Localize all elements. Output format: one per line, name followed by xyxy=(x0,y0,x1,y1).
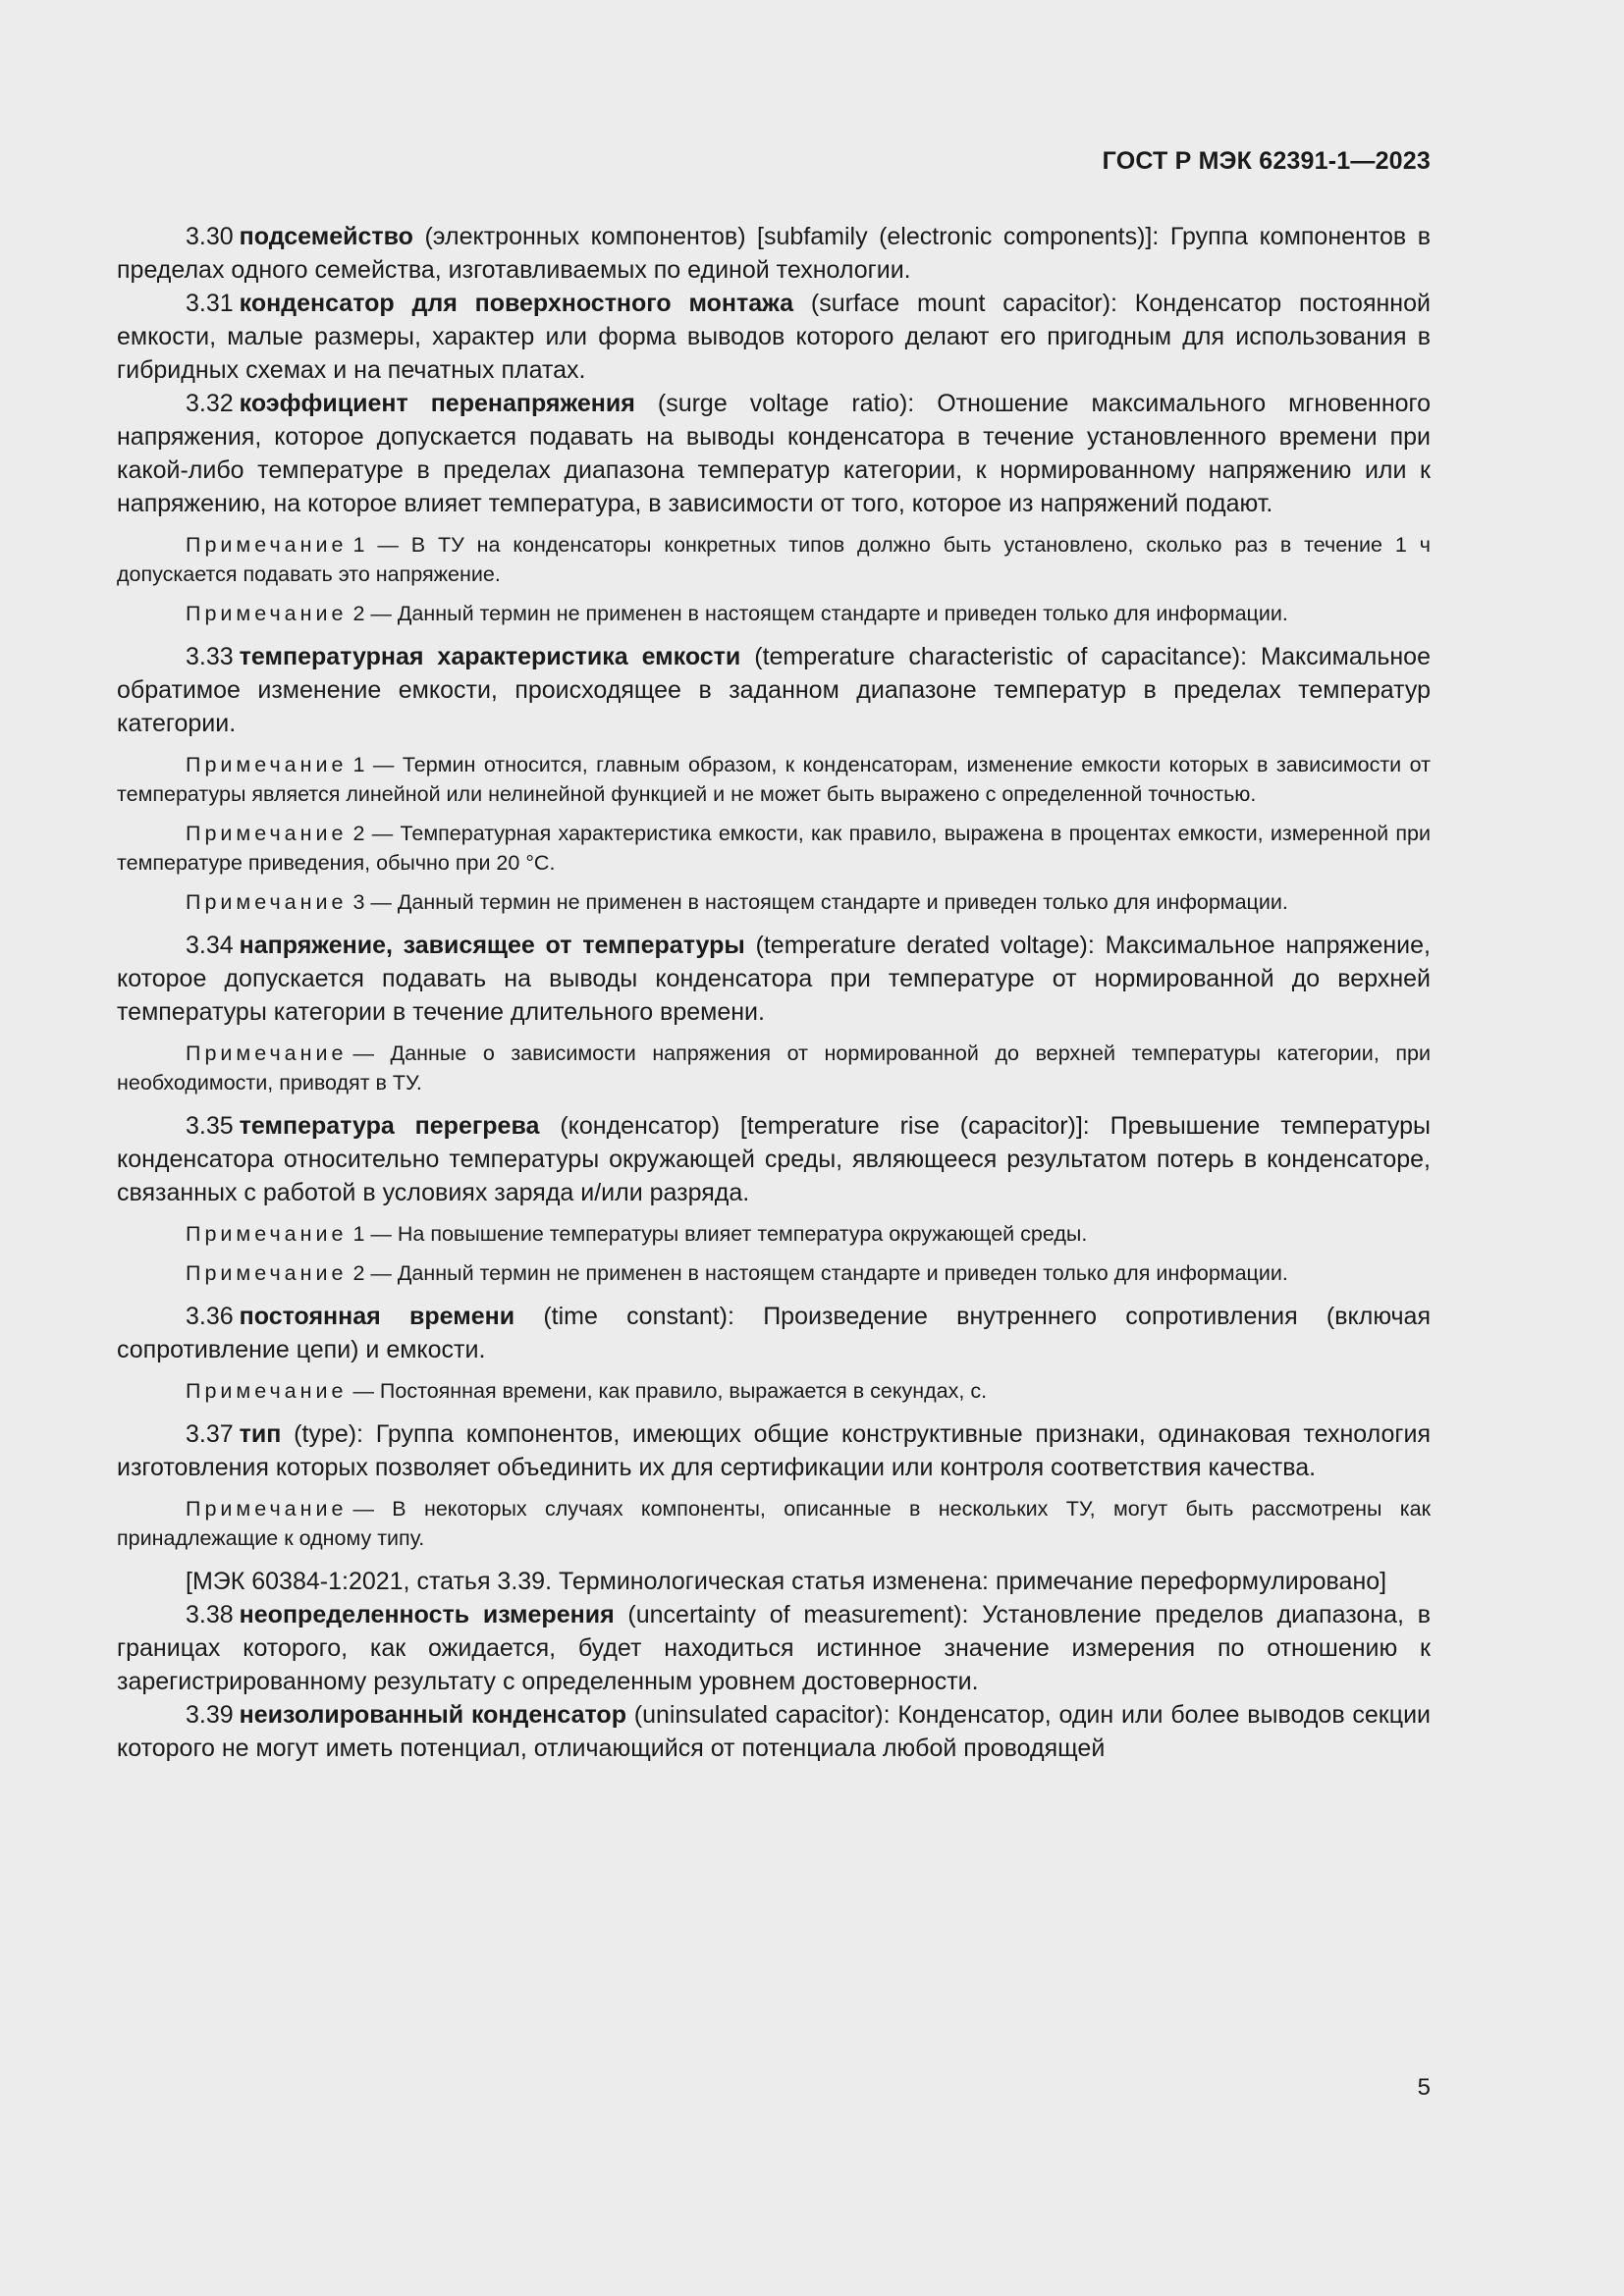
note-label: Примечание xyxy=(186,890,348,914)
term-number: 3.36 xyxy=(186,1303,234,1330)
note-text: — Постоянная времени, как правило, выражается в секундах, с. xyxy=(352,1379,988,1403)
term-source-reference: [МЭК 60384-1:2021, статья 3.39. Терминологическая статья изменена: примечание переформулировано] xyxy=(186,1568,1387,1595)
term-title: подсемейство xyxy=(239,223,413,250)
term-definition: (surge voltage ratio): Отношение максимального мгновенного напряжения, которое допускается подавать на выводы конденсатора в течение установленного времени при какой-либо температуре в пределах диапазона температур категории, к нормированному напряжению или к напряжению, на которое влияет температура, в зависимости от того, которое из напряжений подают. xyxy=(117,390,1432,517)
term-title: неопределенность измерения xyxy=(239,1601,615,1629)
note-label: Примечание xyxy=(186,1379,348,1403)
term-number: 3.37 xyxy=(186,1420,234,1448)
term-title: температура перегрева xyxy=(239,1112,540,1140)
term-note xyxy=(117,1219,1431,1249)
term-number: 3.32 xyxy=(186,390,234,417)
term-entry xyxy=(117,929,1431,1029)
term-entry xyxy=(117,1109,1431,1209)
term-entry xyxy=(117,1300,1431,1366)
term-note xyxy=(117,530,1431,589)
term-number: 3.38 xyxy=(186,1601,234,1629)
note-text: — В некоторых случаях компоненты, описанные в нескольких ТУ, могут быть рассмотрены как принадлежащие к одному типу. xyxy=(117,1497,1431,1550)
term-title: конденсатор для поверхностного монтажа xyxy=(239,290,794,317)
note-label: Примечание xyxy=(186,1041,348,1065)
term-definition: (конденсатор) [temperature rise (capacitor)]: Превышение температуры конденсатора относительно температуры окружающей среды, являющееся результатом потерь в конденсаторе, связанных с работой в условиях заряда и/или разряда. xyxy=(117,1112,1431,1206)
term-title: неизолированный конденсатор xyxy=(239,1701,626,1729)
note-text: 2 — Данный термин не применен в настоящем стандарте и приведен только для информации. xyxy=(352,1261,1288,1285)
term-title: постоянная времени xyxy=(239,1303,515,1330)
term-entry xyxy=(117,220,1431,287)
term-definition: (temperature characteristic of capacitance): Максимальное обратимое изменение емкости, происходящее в заданном диапазоне температур в пределах температур категории. xyxy=(117,643,1431,737)
term-note xyxy=(117,887,1431,917)
note-text: — Данные о зависимости напряжения от нормированной до верхней температуры категории, при необходимости, приводят в ТУ. xyxy=(117,1041,1431,1095)
term-definition: (surface mount capacitor): Конденсатор постоянной емкости, малые размеры, характер или форма выводов которого делают его пригодным для использования в гибридных схемах и на печатных платах. xyxy=(117,290,1431,384)
term-definition: (temperature derated voltage): Максимальное напряжение, которое допускается подавать на выводы конденсатора при температуре от нормированной до верхней температуры категории в течение длительного времени. xyxy=(117,932,1431,1026)
term-note xyxy=(117,1494,1431,1553)
note-label: Примечание xyxy=(186,1497,348,1521)
note-text: 1 — В ТУ на конденсаторы конкретных типов должно быть установлено, сколько раз в течение 1 ч допускается подавать это напряжение. xyxy=(117,533,1431,586)
term-entry xyxy=(117,1698,1431,1765)
term-number: 3.30 xyxy=(186,223,234,250)
note-label: Примечание xyxy=(186,1222,348,1246)
note-text: 3 — Данный термин не применен в настоящем стандарте и приведен только для информации. xyxy=(352,890,1288,914)
document-code-header: ГОСТ Р МЭК 62391-1—2023 xyxy=(1102,147,1431,175)
note-label: Примечание xyxy=(186,753,348,776)
term-entry xyxy=(117,387,1431,520)
term-number: 3.34 xyxy=(186,932,234,959)
term-entry xyxy=(117,1598,1431,1698)
term-note xyxy=(117,1376,1431,1406)
page-number: 5 xyxy=(1417,2074,1431,2101)
term-entry xyxy=(117,640,1431,740)
term-number: 3.31 xyxy=(186,290,234,317)
term-entry xyxy=(117,287,1431,387)
note-text: 2 — Температурная характеристика емкости, как правило, выражена в процентах емкости, измеренной при температуре приведения, обычно при 20 °C. xyxy=(117,822,1431,875)
term-definition: (time constant): Произведение внутреннего сопротивления (включая сопротивление цепи) и емкости. xyxy=(117,1303,1432,1363)
term-entry xyxy=(117,1417,1431,1484)
term-number: 3.39 xyxy=(186,1701,234,1729)
term-definition: (uncertainty of measurement): Установление пределов диапазона, в границах которого, как ожидается, будет находиться истинное значение измерения по отношению к зарегистрированному результату с определенным уровнем достоверности. xyxy=(117,1601,1431,1695)
term-definition: (type): Группа компонентов, имеющих общие конструктивные признаки, одинаковая технология изготовления которых позволяет объединить их для сертификации или контроля соответствия качества. xyxy=(117,1420,1432,1481)
note-text: 1 — На повышение температуры влияет температура окружающей среды. xyxy=(352,1222,1088,1246)
note-label: Примечание xyxy=(186,1261,348,1285)
term-number: 3.35 xyxy=(186,1112,234,1140)
term-title: температурная характеристика емкости xyxy=(239,643,741,670)
note-text: 2 — Данный термин не применен в настоящем стандарте и приведен только для информации. xyxy=(352,602,1288,625)
term-note xyxy=(117,1258,1431,1288)
term-note xyxy=(117,819,1431,878)
term-title: тип xyxy=(239,1420,282,1448)
term-number: 3.33 xyxy=(186,643,234,670)
term-note xyxy=(117,750,1431,809)
term-definition: (uninsulated capacitor): Конденсатор, один или более выводов секции которого не могут иметь потенциал, отличающийся от потенциала любой проводящей xyxy=(117,1701,1431,1762)
note-label: Примечание xyxy=(186,533,348,557)
note-label: Примечание xyxy=(186,602,348,625)
note-label: Примечание xyxy=(186,822,348,845)
term-definition: (электронных компонентов) [subfamily (electronic components)]: Группа компонентов в пределах одного семейства, изготавливаемых по единой технологии. xyxy=(117,223,1431,284)
document-body xyxy=(117,220,1431,1765)
note-text: 1 — Термин относится, главным образом, к конденсаторам, изменение емкости которых в зависимости от температуры является линейной или нелинейной функцией и не может быть выражено с определенной точностью. xyxy=(117,753,1431,806)
term-note xyxy=(117,1039,1431,1097)
term-title: напряжение, зависящее от температуры xyxy=(239,932,745,959)
term-title: коэффициент перенапряжения xyxy=(239,390,635,417)
term-note xyxy=(117,599,1431,628)
